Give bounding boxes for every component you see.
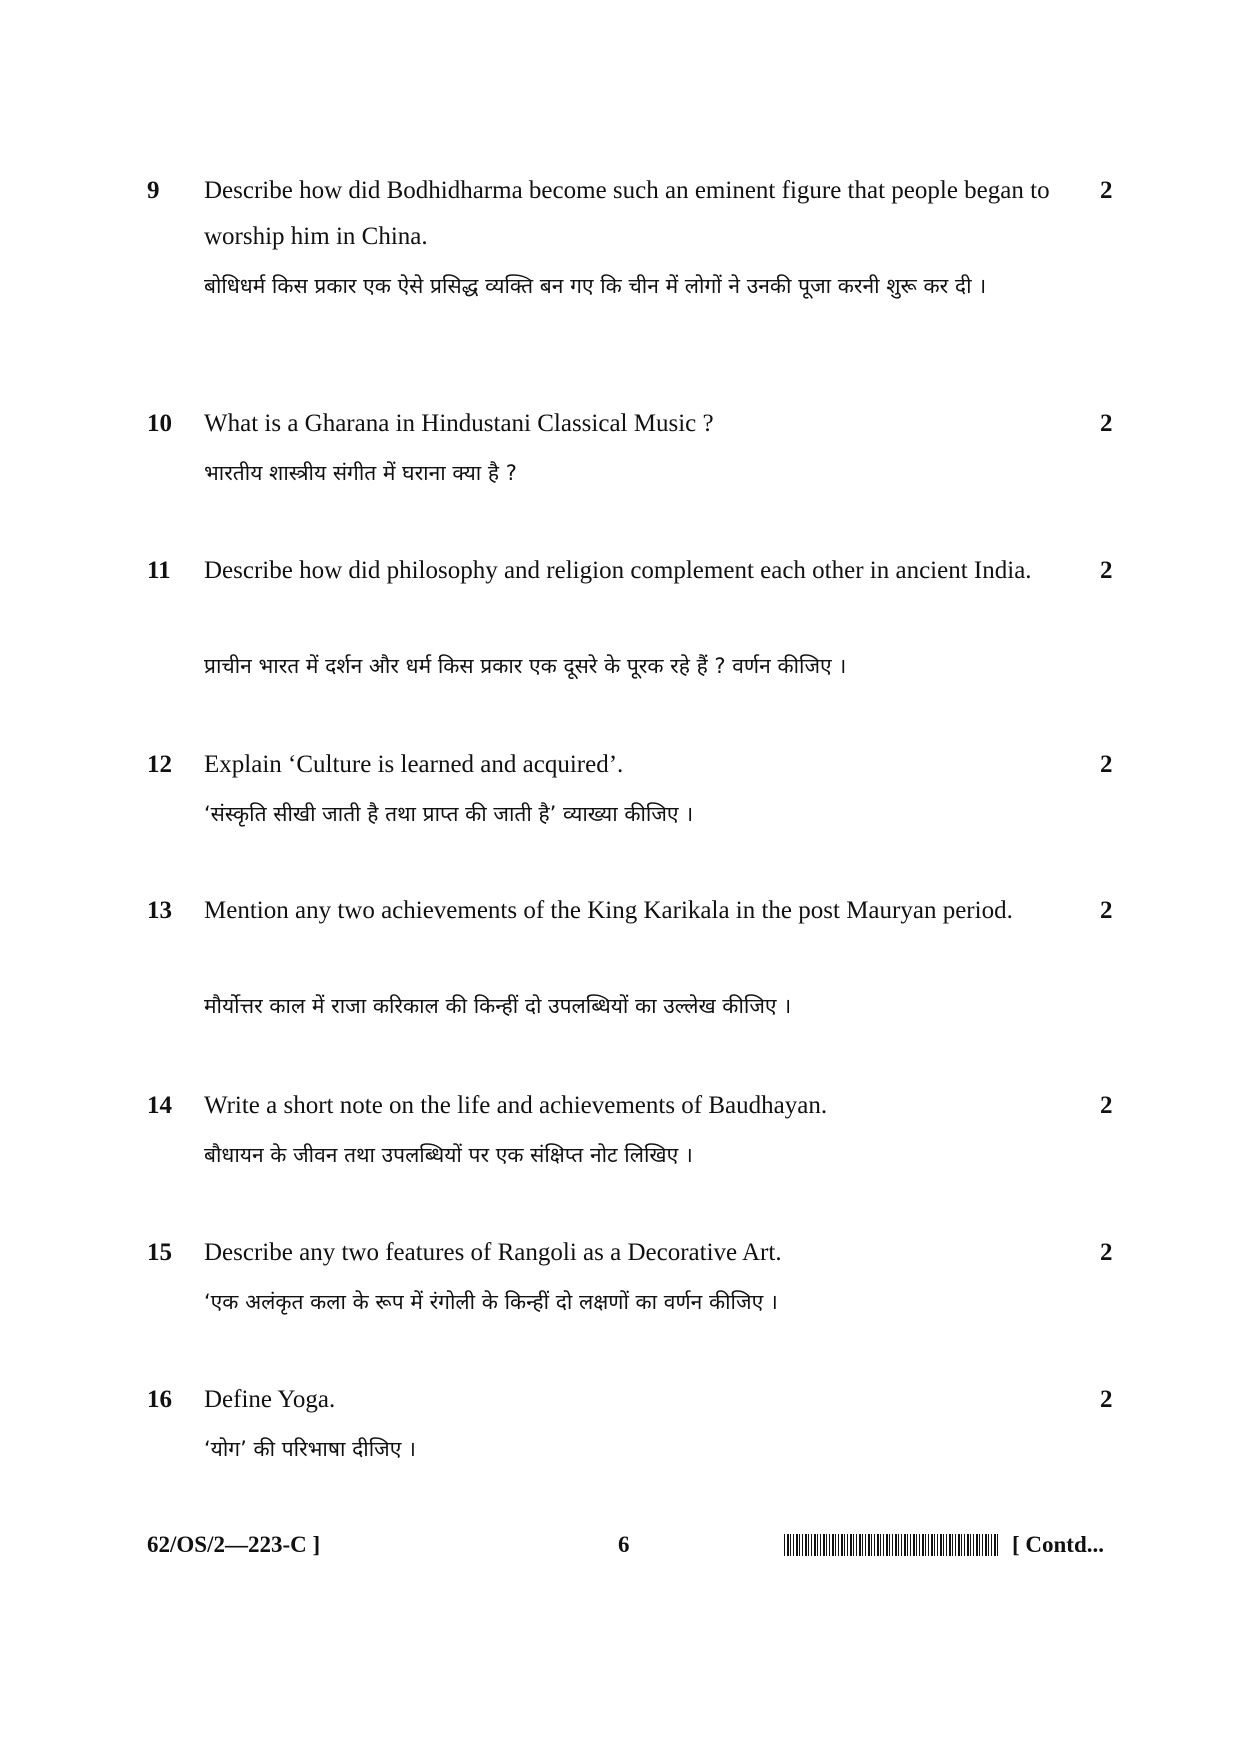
question-number: 9 [147,177,160,204]
question-number: 12 [147,751,172,778]
question-text-english: What is a Gharana in Hindustani Classical Music ? [204,410,714,437]
question-text-hindi: बौधायन के जीवन तथा उपलब्धियों पर एक संक्षिप्त नोट लिखिए । [204,1143,693,1167]
question-text-hindi: ‘योग’ की परिभाषा दीजिए । [204,1437,416,1461]
question-number: 15 [147,1239,172,1266]
question-text-english: Explain ‘Culture is learned and acquired’. [204,751,624,778]
question-text-hindi: ‘एक अलंकृत कला के रूप में रंगोली के किन्हीं दो लक्षणों का वर्णन कीजिए । [204,1290,778,1314]
question-marks: 2 [1100,557,1113,584]
question-text-hindi: ‘संस्कृति सीखी जाती है तथा प्राप्त की जाती है’ व्याख्या कीजिए । [204,802,694,826]
question-text-hindi: प्राचीन भारत में दर्शन और धर्म किस प्रकार एक दूसरे के पूरक रहे हैं ? वर्णन कीजिए । [204,654,847,678]
question-text-english: Mention any two achievements of the King Karikala in the post Mauryan period. [204,897,1013,924]
question-text-english: Write a short note on the life and achievements of Baudhayan. [204,1092,828,1119]
question-marks: 2 [1100,410,1113,437]
question-marks: 2 [1100,1092,1113,1119]
continued-label: [ Contd... [1012,1532,1105,1557]
question-marks: 2 [1100,177,1113,204]
question-number: 10 [147,410,172,437]
question-text-hindi: भारतीय शास्त्रीय संगीत में घराना क्या है ? [204,461,517,485]
question-marks: 2 [1100,1239,1113,1266]
question-number: 11 [147,557,171,584]
question-marks: 2 [1100,897,1113,924]
question-text-english: Describe how did Bodhidharma become such an eminent figure that people began to worship him in China. [204,177,1050,250]
question-text-english: Define Yoga. [204,1386,336,1413]
question-text-english: Describe any two features of Rangoli as a Decorative Art. [204,1239,782,1266]
question-text-hindi: बोधिधर्म किस प्रकार एक ऐसे प्रसिद्ध व्यक्ति बन गए कि चीन में लोगों ने उनकी पूजा करनी शुरू कर दी । [204,274,987,298]
question-marks: 2 [1100,751,1113,778]
page-footer [0,1522,1240,1568]
question-number: 13 [147,897,172,924]
question-marks: 2 [1100,1386,1113,1413]
barcode [784,1534,1000,1556]
paper-code: 62/OS/2—223-C ] [147,1532,321,1557]
question-text-english: Describe how did philosophy and religion complement each other in ancient India. [204,557,1032,584]
page-number: 6 [618,1532,630,1557]
question-text-hindi: मौर्योत्तर काल में राजा करिकाल की किन्हीं दो उपलब्धियों का उल्लेख कीजिए । [204,994,792,1018]
question-number: 16 [147,1386,172,1413]
question-number: 14 [147,1092,172,1119]
